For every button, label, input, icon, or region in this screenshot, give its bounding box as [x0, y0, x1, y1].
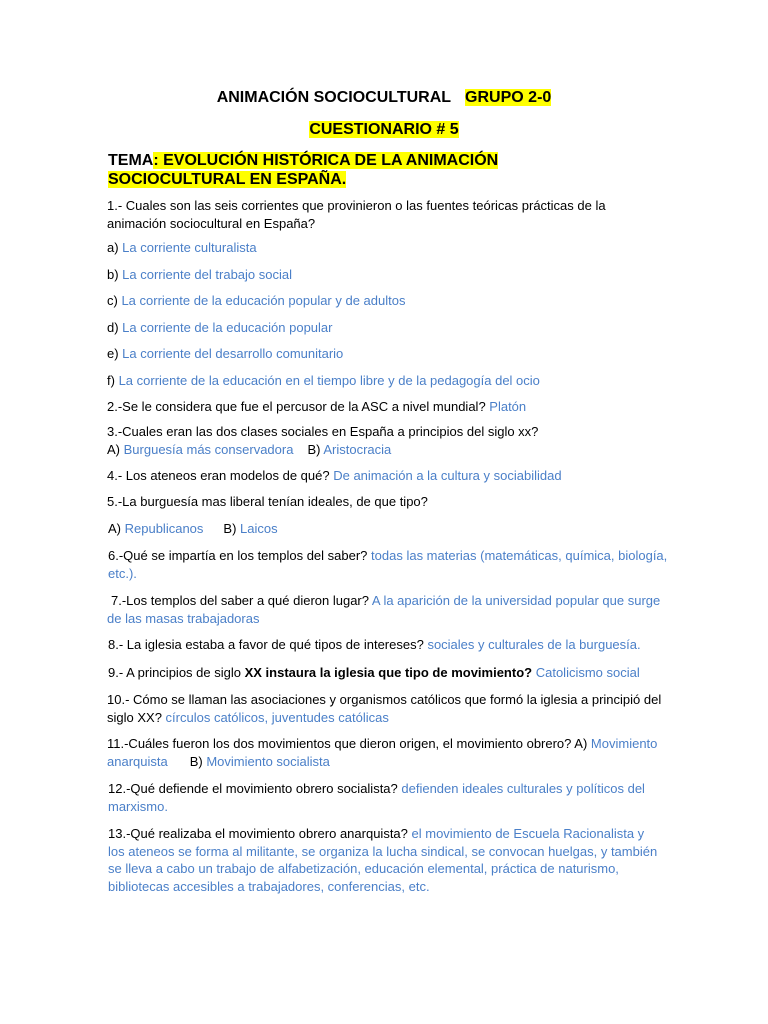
answer-text: De animación a la cultura y sociabilidad	[333, 468, 562, 483]
answer-text: A la aparición de la universidad popular que surge de las masas trabajadoras	[107, 593, 661, 626]
option-letter: a)	[107, 240, 123, 255]
question-text: 9.- A principios de siglo	[108, 665, 245, 680]
option-letter: B)	[307, 441, 324, 457]
question-11	[107, 735, 667, 770]
answer-text: defienden ideales culturales y políticos del marxismo.	[108, 781, 645, 814]
question-10	[107, 691, 667, 726]
q1-option-e	[107, 345, 667, 363]
option-answer: La corriente culturalista	[122, 240, 257, 255]
option-answer: La corriente de la educación popular y de adultos	[121, 293, 406, 308]
question-3	[107, 423, 667, 458]
question-text: 11.-Cuáles fueron los dos movimientos que dieron origen, el movimiento obrero?	[107, 736, 575, 751]
question-text: 7.-Los templos del saber a qué dieron lugar?	[111, 593, 372, 608]
question-12	[108, 780, 668, 815]
topic-label: TEMA	[108, 152, 154, 169]
answer-text: Laicos	[240, 521, 278, 536]
answer-text: Catolicismo social	[535, 665, 640, 680]
question-text: 5.-La burguesía mas liberal tenían ideales, de que tipo?	[107, 494, 428, 509]
question-text: 8.- La iglesia estaba a favor de qué tipos de intereses?	[108, 637, 428, 652]
option-answer: La corriente del trabajo social	[122, 267, 292, 282]
answer-text: Movimiento socialista	[206, 753, 330, 769]
question-1	[107, 197, 667, 232]
answer-text: Burguesía más conservadora	[123, 441, 294, 457]
option-letter: d)	[107, 320, 123, 335]
q1-option-f	[107, 372, 667, 390]
topic-heading	[108, 151, 628, 189]
question-text-bold: XX instaura la iglesia que tipo de movimiento?	[244, 665, 533, 680]
option-answer: La corriente de la educación popular	[122, 320, 333, 335]
questionnaire-label: CUESTIONARIO # 5	[309, 121, 459, 138]
question-text: 1.- Cuales son las seis corrientes que provinieron o las fuentes teóricas prácticas de la animación sociocultural en España?	[107, 198, 606, 231]
answer-text: Aristocracia	[323, 441, 392, 457]
question-text: 4.- Los ateneos eran modelos de qué?	[107, 468, 334, 483]
answer-text: Republicanos	[124, 521, 204, 536]
option-letter: b)	[107, 267, 123, 282]
option-answer: La corriente del desarrollo comunitario	[122, 346, 344, 361]
option-letter: f)	[107, 373, 119, 388]
answer-text: Platón	[489, 399, 527, 414]
answer-text: círculos católicos, juventudes católicas	[165, 709, 389, 725]
answer-text: sociales y culturales de la burguesía.	[427, 637, 641, 652]
question-5	[107, 493, 667, 511]
answer-text: Movimiento anarquista	[107, 736, 658, 769]
question-6	[108, 547, 668, 582]
question-text: 3.-Cuales eran las dos clases sociales en España a principios del siglo xx?	[107, 424, 539, 439]
q1-option-b	[107, 266, 667, 284]
question-9	[108, 664, 668, 682]
question-text: 2.-Se le considera que fue el percusor de la ASC a nivel mundial?	[107, 399, 490, 414]
group-label: GRUPO 2-0	[465, 89, 552, 106]
question-text: 12.-Qué defiende el movimiento obrero socialista?	[108, 781, 402, 796]
option-letter: e)	[107, 346, 123, 361]
topic-colon: :	[153, 152, 159, 169]
q1-option-c	[107, 292, 667, 310]
option-letter: A)	[107, 441, 124, 457]
topic-text: EVOLUCIÓN HISTÓRICA DE LA ANIMACIÓN SOCIOCULTURAL EN ESPAÑA.	[108, 152, 499, 188]
q5-options	[108, 520, 668, 538]
answer-text: el movimiento de Escuela Racionalista y los ateneos se forma al militante, se organiza la lucha sindical, se convocan huelgas, y también se lleva a cabo un trabajo de alfabetización, educación elemental, práctica de naturismo, bibliotecas accesibles a trabajadores, conferencias, etc.	[108, 826, 658, 894]
option-letter: B)	[223, 521, 241, 536]
question-4	[107, 467, 667, 485]
q1-option-d	[107, 319, 667, 337]
question-text: 13.-Qué realizaba el movimiento obrero anarquista?	[108, 826, 412, 841]
questionnaire-title	[0, 121, 768, 139]
question-2	[107, 398, 667, 416]
option-letter: A)	[108, 521, 125, 536]
document-title	[0, 89, 768, 107]
answer-text: todas las materias (matemáticas, química, biología, etc.).	[108, 548, 668, 581]
option-letter: c)	[107, 293, 122, 308]
course-title: ANIMACIÓN SOCIOCULTURAL	[216, 89, 452, 106]
question-text: 6.-Qué se impartía en los templos del saber?	[108, 548, 372, 563]
option-letter: B)	[189, 753, 207, 769]
option-answer: La corriente de la educación en el tiempo libre y de la pedagogía del ocio	[118, 373, 540, 388]
question-7	[107, 592, 667, 627]
question-text: 10.- Cómo se llaman las asociaciones y organismos católicos que formó la iglesia a principió del siglo XX?	[107, 692, 662, 725]
option-letter: A)	[574, 736, 591, 751]
question-8	[108, 636, 668, 654]
q1-option-a	[107, 239, 667, 257]
question-13	[108, 825, 660, 895]
